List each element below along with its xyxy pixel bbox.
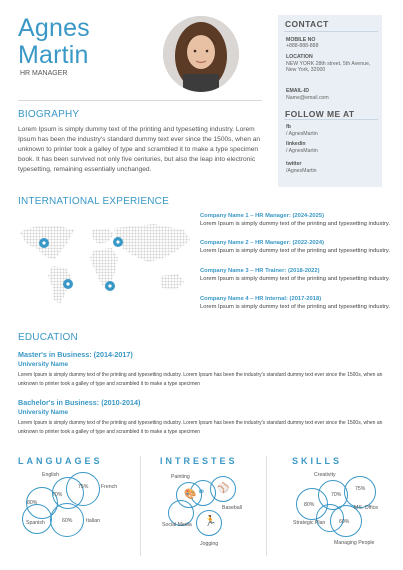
skill-ring [316, 504, 344, 532]
experience-item-desc: Lorem Ipsum is simply dummy text of the printing and typesetting industry. [200, 304, 390, 310]
skill-pct: 60% [339, 519, 350, 525]
interests-title: INTRESTES [160, 456, 238, 466]
language-pct: 80% [27, 500, 38, 506]
last-name: Martin [18, 41, 89, 69]
email-label: EMAIL-ID [286, 88, 310, 94]
degree-title: Master's in Business: (2014-2017) [18, 350, 133, 359]
education-desc: Lorem Ipsum is simply dummy text of the printing and typesetting industry. Lorem Ipsum has been the industry's standard dummy text ever since the 1500s, when an unknown to printer took a galley of type and scrambled it to make a type specimen [18, 372, 383, 387]
baseball-icon: ⚾ [217, 483, 230, 494]
language-pct: 60% [62, 518, 73, 524]
map-pin-icon [105, 281, 115, 291]
first-name: Agnes [18, 14, 90, 42]
education-title: EDUCATION [18, 332, 78, 343]
degree-title: Bachelor's in Business: (2010-2014) [18, 398, 141, 407]
experience-item-desc: Lorem Ipsum is simply dummy text of the printing and typesetting industry. [200, 276, 390, 282]
experience-title: INTERNATIONAL EXPERIENCE [18, 196, 169, 207]
contact-title: CONTACT [285, 19, 329, 29]
interest-name: Baseball [222, 505, 242, 511]
skill-name: Creativity [314, 472, 336, 478]
skill-ring [344, 476, 376, 508]
divider [284, 31, 378, 32]
map-pin-icon [39, 238, 49, 248]
experience-item-title: Company Name 2 – HR Manager: (2022-2024) [200, 240, 325, 246]
language-name: Italian [86, 518, 100, 524]
mobile-value: +888-888-888 [286, 43, 319, 49]
biography-title: BIOGRAPHY [18, 109, 80, 120]
email-value[interactable]: Name@email.com [286, 95, 329, 101]
skill-pct: 80% [304, 502, 315, 508]
fb-label: fb [286, 124, 291, 130]
language-name: Spanish [26, 520, 45, 526]
fb-link[interactable]: / AgnesMartin [286, 131, 318, 137]
languages-title: LANGUAGES [18, 456, 103, 466]
skill-pct: 70% [331, 492, 342, 498]
interest-name: Social Media [162, 522, 192, 528]
divider [284, 119, 378, 120]
social-media-icon: ⚭ [197, 487, 206, 498]
interest-name: Painting [171, 474, 190, 480]
palette-icon: 🎨 [184, 489, 197, 500]
map-pin-icon [113, 237, 123, 247]
skill-name: Managing People [334, 540, 375, 546]
map-pin-icon [63, 279, 73, 289]
linkedin-label: linkedin [286, 141, 306, 147]
university-name: University Name [18, 361, 69, 368]
mobile-label: MOBILE NO [286, 37, 316, 43]
biography-text: Lorem Ipsum is simply dummy text of the printing and typesetting industry. Lorem Ipsum has been the industry's standard dummy text ever since the 1500s, when an unknown to printer took a galley of type and scrambled it to make a type specimen book. It has been survived not only five centuries, but also the leap into electronic typesetting, remaining essentially unchanged. [18, 126, 261, 173]
experience-item-title: Company Name 4 – HR Internal: (2017-2018) [200, 296, 322, 302]
interest-name: Jogging [200, 541, 219, 547]
jogging-icon: 🏃 [204, 516, 217, 527]
follow-title: FOLLOW ME AT [285, 109, 355, 119]
skill-pct: 75% [355, 486, 366, 492]
university-name: University Name [18, 409, 69, 416]
twitter-link[interactable]: /AgnesMartin [286, 168, 317, 174]
language-pct: 75% [78, 484, 89, 490]
language-ring [22, 504, 52, 534]
profile-photo [163, 16, 239, 92]
divider [18, 100, 262, 101]
experience-item-desc: Lorem Ipsum is simply dummy text of the printing and typesetting industry. [200, 221, 390, 227]
divider [140, 456, 141, 556]
language-name: English [42, 472, 60, 478]
education-desc: Lorem Ipsum is simply dummy text of the printing and typesetting industry. Lorem Ipsum has been the industry's standard dummy text ever since the 1500s, when an unknown to printer took a galley of type and scrambled it to make a type specimen [18, 420, 383, 435]
location-value: NEW YORK 28th street, 5th Avenue, New York, 32000 [286, 61, 371, 74]
job-title: HR MANAGER [20, 70, 68, 77]
language-pct: 70% [52, 492, 63, 498]
experience-item-desc: Lorem Ipsum is simply dummy text of the printing and typesetting industry. [200, 248, 390, 254]
skills-title: SKILLS [292, 456, 343, 466]
location-label: LOCATION [286, 54, 313, 60]
world-map [14, 220, 194, 310]
experience-item-title: Company Name 3 – HR Trainer: (2018-2022) [200, 268, 320, 274]
language-name: French [101, 484, 118, 490]
skill-name: Strategic Plan [293, 520, 326, 526]
linkedin-link[interactable]: / AgnesMartin [286, 148, 318, 154]
divider [266, 456, 267, 556]
experience-item-title: Company Name 1 – HR Manager: (2024-2025) [200, 213, 325, 219]
skill-name: MS. Office [354, 505, 379, 511]
twitter-label: twitter [286, 161, 302, 167]
